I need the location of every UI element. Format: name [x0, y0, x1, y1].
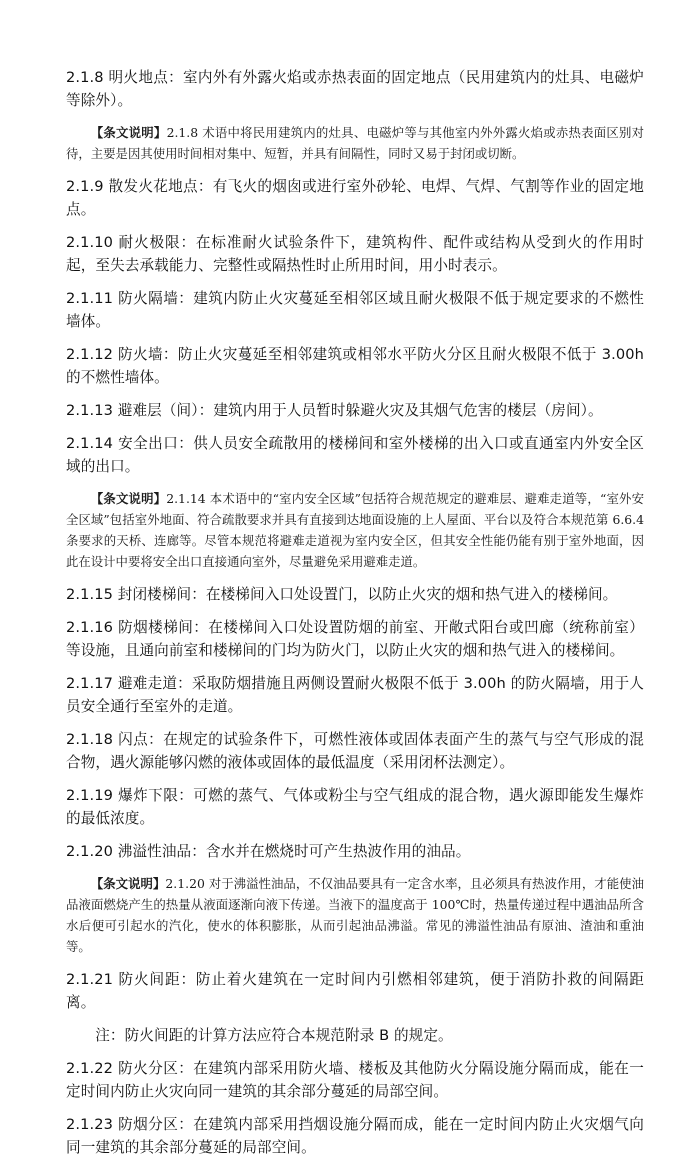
term-2-1-8: 2.1.8 明火地点：室内外有外露火焰或赤热表面的固定地点（民用建筑内的灶具、电磁炉等除外）。 — [66, 69, 644, 109]
term-2-1-11: 2.1.11 防火隔墙：建筑内防止火灾蔓延至相邻区域且耐火极限不低于规定要求的不燃性墙体。 — [66, 290, 644, 330]
note-text: 2.1.14 本术语中的“室内安全区域”包括符合规范规定的避难层、避难走道等，“室外安全区域”包括室外地面、符合疏散要求并具有直接到达地面设施的上人屋面、平台以及符合本规范第 6.6.4 条要求的天桥、连廊等。尽管本规范将避难走道视为室内安全区，但其安全性能仍能有别于室外地面，因此在设计中要将安全出口直接通向室外，尽量避免采用避难走道。 — [66, 491, 644, 569]
term-2-1-9: 2.1.9 散发火花地点：有飞火的烟囱或进行室外砂轮、电焊、气焊、气割等作业的固定地点。 — [66, 178, 644, 218]
note-text: 2.1.20 对于沸溢性油品，不仅油品要具有一定含水率，且必须具有热波作用，才能使油品液面燃烧产生的热量从液面逐渐向液下传递。当液下的温度高于 100℃时，热量传递过程中遇油品所含水后便可引起水的汽化，使水的体积膨胀，从而引起油品沸溢。常见的沸溢性油品有原油、渣油和重油等。 — [66, 876, 645, 954]
note-2-1-8 — [66, 122, 644, 164]
note-tag: 【条文说明】 — [90, 125, 167, 140]
term-2-1-21: 2.1.21 防火间距：防止着火建筑在一定时间内引燃相邻建筑，便于消防扑救的间隔距离。 — [66, 971, 644, 1011]
term-2-1-15: 2.1.15 封闭楼梯间：在楼梯间入口处设置门，以防止火灾的烟和热气进入的楼梯间。 — [66, 586, 618, 603]
term-2-1-19: 2.1.19 爆炸下限：可燃的蒸气、气体或粉尘与空气组成的混合物，遇火源即能发生爆炸的最低浓度。 — [66, 787, 644, 827]
term-2-1-10: 2.1.10 耐火极限：在标准耐火试验条件下，建筑构件、配件或结构从受到火的作用时起，至失去承载能力、完整性或隔热性时止所用时间，用小时表示。 — [66, 234, 644, 274]
term-2-1-23: 2.1.23 防烟分区：在建筑内部采用挡烟设施分隔而成，能在一定时间内防止火灾烟气向同一建筑的其余部分蔓延的局部空间。 — [66, 1116, 644, 1156]
note-tag: 【条文说明】 — [90, 491, 167, 506]
term-2-1-18: 2.1.18 闪点：在规定的试验条件下，可燃性液体或固体表面产生的蒸气与空气形成的混合物，遇火源能够闪燃的液体或固体的最低温度（采用闭杯法测定）。 — [66, 731, 644, 771]
term-2-1-13: 2.1.13 避难层（间）：建筑内用于人员暂时躲避火灾及其烟气危害的楼层（房间）。 — [66, 402, 603, 419]
note-text: 2.1.8 术语中将民用建筑内的灶具、电磁炉等与其他室内外外露火焰或赤热表面区别对待，主要是因其使用时间相对集中、短暂，并具有间隔性，同时又易于封闭或切断。 — [66, 125, 645, 161]
term-2-1-22: 2.1.22 防火分区：在建筑内部采用防火墙、楼板及其他防火分隔设施分隔而成，能在一定时间内防止火灾向同一建筑的其余部分蔓延的局部空间。 — [66, 1060, 644, 1100]
term-2-1-20: 2.1.20 沸溢性油品：含水并在燃烧时可产生热波作用的油品。 — [66, 843, 471, 860]
note-2-1-14 — [66, 488, 644, 572]
term-2-1-21-note: 注：防火间距的计算方法应符合本规范附录 B 的规定。 — [95, 1027, 453, 1044]
term-2-1-14: 2.1.14 安全出口：供人员安全疏散用的楼梯间和室外楼梯的出入口或直通室内外安全区域的出口。 — [66, 435, 644, 475]
note-tag: 【条文说明】 — [90, 876, 166, 891]
term-2-1-16: 2.1.16 防烟楼梯间：在楼梯间入口处设置防烟的前室、开敞式阳台或凹廊（统称前室）等设施，且通向前室和楼梯间的门均为防火门，以防止火灾的烟和热气进入的楼梯间。 — [66, 619, 644, 659]
term-2-1-17: 2.1.17 避难走道：采取防烟措施且两侧设置耐火极限不低于 3.00h 的防火隔墙，用于人员安全通行至室外的走道。 — [66, 675, 644, 715]
note-2-1-20 — [66, 873, 644, 957]
term-2-1-12: 2.1.12 防火墙：防止火灾蔓延至相邻建筑或相邻水平防火分区且耐火极限不低于 3.00h 的不燃性墙体。 — [66, 346, 644, 386]
